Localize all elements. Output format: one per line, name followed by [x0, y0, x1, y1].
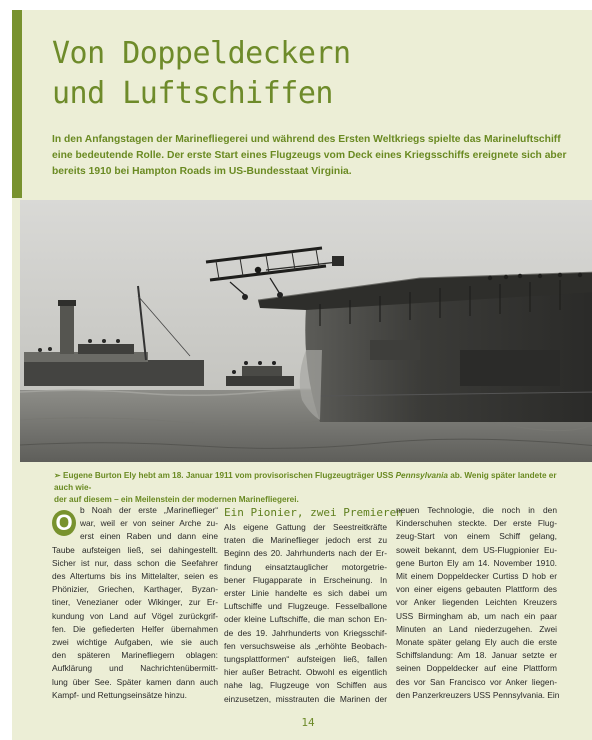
article-title — [52, 34, 572, 114]
body-line: den Panzerkreuzers USS Pennsylvania. Ein — [396, 689, 560, 700]
body-line: Schiffslandung: Am 18. Januar setzte er — [396, 650, 557, 661]
body-line: Monate später gelang Ely auch die erste — [396, 637, 557, 648]
body-line: tungsplattformen“ aufsteigen ließ, fallen — [224, 654, 387, 665]
magazine-page — [12, 10, 592, 740]
body-line: Minuten an Land niederzugehen. Zwei — [396, 623, 557, 634]
body-line: gene Burton Ely am 14. November 1910. — [396, 557, 557, 568]
body-line: traten die Marineflieger jedoch erst zu — [224, 535, 387, 546]
section-subhead: Ein Pionier, zwei Premieren — [224, 506, 403, 519]
caption-line-2: der auf diesem – ein Meilenstein der modernen Marinefliegerei. — [54, 495, 299, 504]
body-line: erster Linie handelte es sich dabei um — [224, 588, 387, 599]
body-line: de des 19. Jahrhunderts von Kriegsschif- — [224, 627, 387, 638]
body-line: des vor San Francisco vor Anker liegen- — [396, 676, 557, 687]
column-1 — [52, 504, 218, 702]
title-line-1: Von Doppeldeckern — [52, 36, 351, 71]
body-line: Kinderschuhen steckte. Der erste Flug- — [396, 518, 557, 529]
body-line: zeug-Start von einem Schiff gelang, — [396, 531, 557, 542]
body-line: vor Anker liegenden Leichten Kreuzers — [396, 597, 557, 608]
caption-ship-name: Pennsylvania — [395, 471, 448, 480]
column-3 — [396, 504, 560, 702]
body-line: nahe lag, Flugzeuge von Schiffen aus — [224, 680, 387, 691]
body-line: Kampf- und Rettungseinsätze hinzu. — [52, 689, 188, 700]
body-line: Sicher ist nur, dass schon die Seefahrer — [52, 557, 218, 568]
body-line: soweit bekannt, dem US-Flugpionier Eu- — [396, 544, 557, 555]
body-line: Taube aufsteigen ließ, sei dahingestellt. — [52, 544, 218, 555]
body-line: Phönizier, Griechen, Karthager, Byzan- — [52, 584, 218, 595]
article-lead: In den Anfangstagen der Marinefliegerei und während des Ersten Weltkriegs spielte das Marineluftschiff eine bedeutende Rolle. Der erste Start eines Flugzeugs vom Deck eines Kriegsschiffs ereignete sich aber bereits 1910 bei Hampton Roads im US-Bundesstaat Virginia. — [52, 134, 567, 177]
photo-caption — [54, 470, 574, 506]
body-line: des Altertums bis ins Mittelalter, seien es — [52, 571, 218, 582]
body-line: bener Flugapparate in Erscheinung. In — [224, 574, 387, 585]
page-number: 14 — [301, 716, 315, 729]
body-line: b Noah der erste „Marineflieger“ — [80, 505, 218, 515]
body-line: Beginn des 20. Jahrhunderts nach der Er- — [224, 548, 387, 559]
caption-arrow-icon: ➢ — [54, 471, 61, 480]
title-line-2: und Luftschiffen — [52, 76, 333, 111]
body-line: den späteren Marinefliegern oblagen: — [52, 650, 218, 661]
body-line: tiner, Venezianer oder Wikinger, zur Er- — [52, 597, 218, 608]
body-line: oder kleine Luftschiffe, die man schon En- — [224, 614, 387, 625]
body-line: lung über See. Später kamen dann auch — [52, 676, 218, 687]
body-line: neuen Technologie, die noch in den — [396, 505, 557, 515]
body-line: fen versuchsweise als „erhöhte Beobach- — [224, 640, 387, 651]
body-line: Mit einem Doppeldecker Curtiss D hob er — [396, 571, 557, 582]
body-line: Luftschiffe und Flugzeuge. Fesselballone — [224, 601, 387, 612]
dropcap-block — [52, 504, 218, 544]
column-2 — [224, 506, 403, 706]
dropcap: O — [52, 510, 76, 536]
body-line: fen. Die gefiederten Helfer übernahmen — [52, 623, 218, 634]
body-line: erst einen Raben und dann eine — [80, 531, 218, 542]
body-line: hier außer Betracht. Obwohl es eigentlich — [224, 667, 387, 678]
caption-part-1: Eugene Burton Ely hebt am 18. Januar 1911 vom provisorischen Flugzeugträger USS — [62, 471, 396, 480]
body-line: findung einsatztauglicher motorgetrie- — [224, 561, 387, 572]
body-line: Aufklärung und Nachrichtenübermitt- — [52, 663, 218, 674]
body-line: seinen Doppeldecker auf eine Plattform — [396, 663, 557, 674]
body-line: war, weil er von seiner Arche zu- — [80, 518, 218, 529]
caption-part-2: ab. Wenig später landete er auch wie- — [54, 471, 557, 492]
body-line: einzusetzen, misstrauten die Marinen der — [224, 693, 387, 704]
body-line: zwei wichtige Aufgaben, wie sie auch — [52, 637, 218, 648]
body-line: USS Birmingham ab, um nach ein paar — [396, 610, 557, 621]
body-line: von einer eigens gebauten Plattform des — [396, 584, 557, 595]
body-line: Als eigene Gattung der Seestreitkräfte — [224, 522, 387, 532]
accent-band — [12, 10, 22, 198]
body-line: kundung von Land auf Vögel zurückgrif- — [52, 610, 218, 621]
photo-illustration — [20, 200, 592, 462]
historic-photo — [20, 200, 592, 462]
